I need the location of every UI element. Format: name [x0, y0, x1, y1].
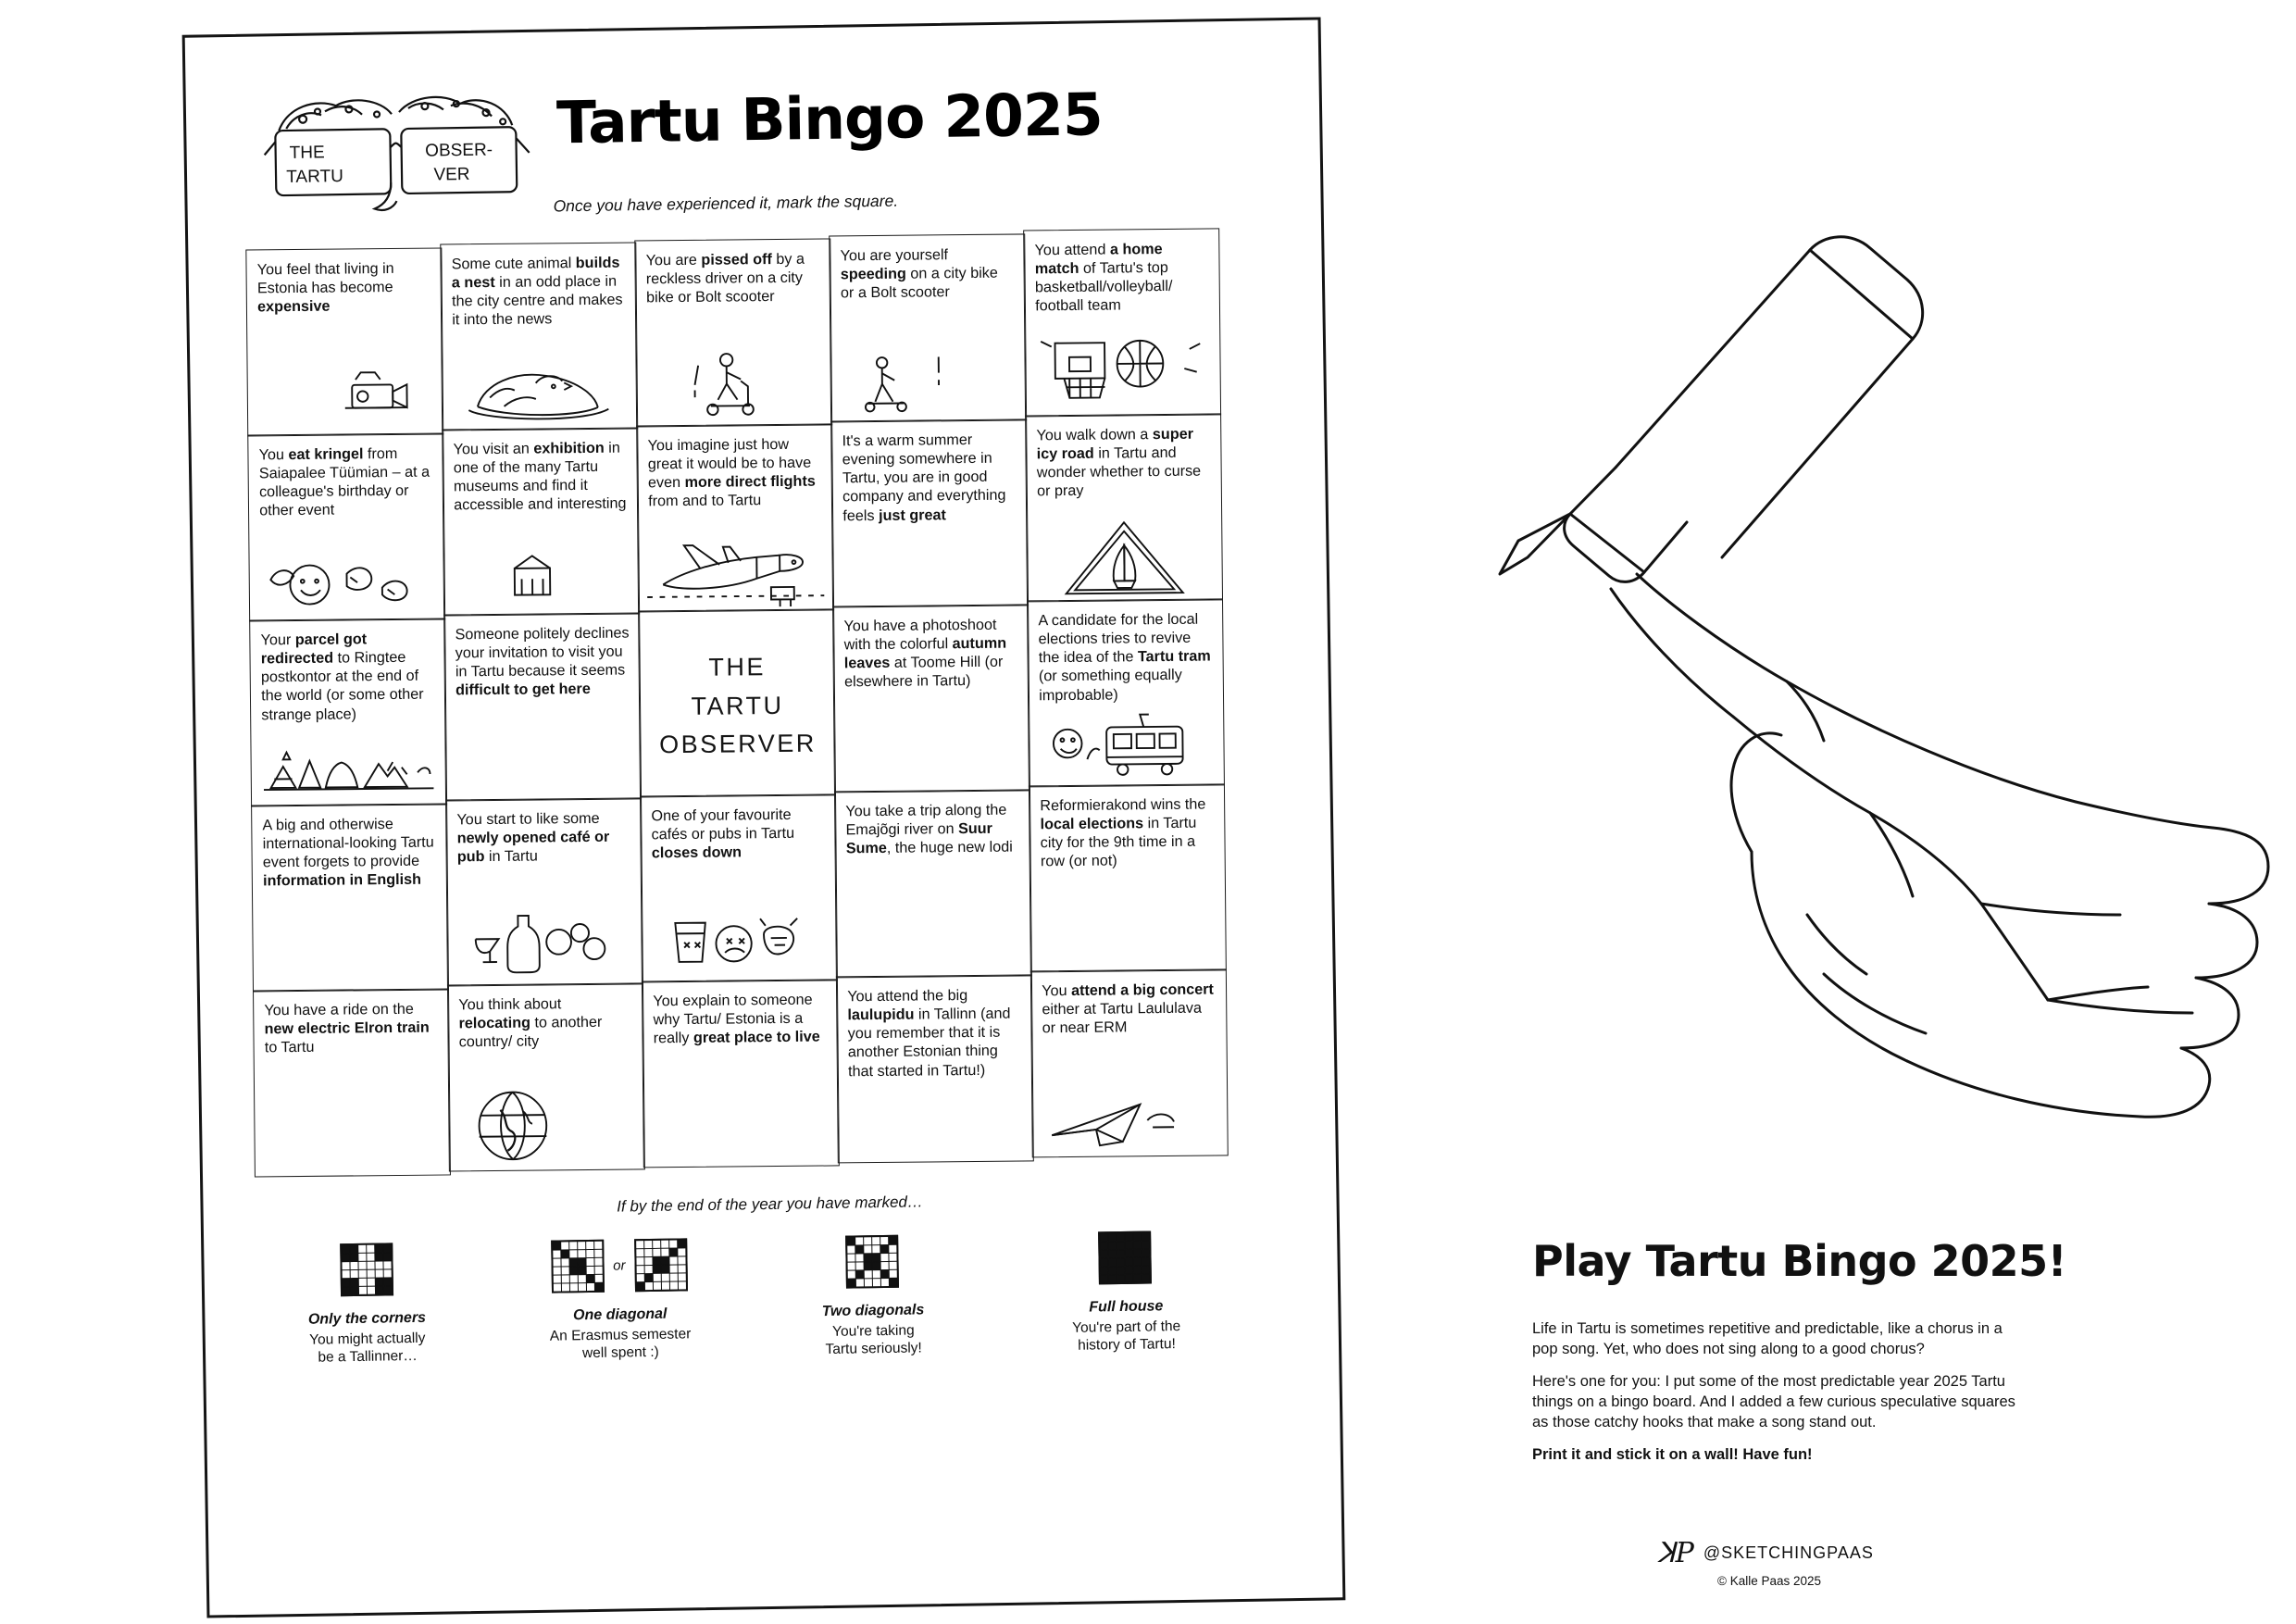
bingo-cell[interactable] — [249, 618, 447, 807]
award-title: Two diagonals — [821, 1302, 925, 1320]
bingo-cell[interactable] — [440, 243, 638, 431]
award-item — [766, 1229, 980, 1359]
bingo-poster — [171, 9, 1366, 1620]
bingo-cell[interactable] — [830, 419, 1029, 608]
bingo-cell[interactable] — [640, 794, 838, 983]
bingo-cell[interactable] — [634, 239, 832, 428]
bingo-cell-text: You imagine just how great it would be to have even more direct flights from and to Tartu — [647, 436, 816, 510]
mini-bingo-pattern — [845, 1234, 899, 1288]
bingo-cell[interactable] — [253, 989, 451, 1178]
scooter-rider-icon — [637, 343, 831, 424]
bingo-cell[interactable] — [1027, 599, 1225, 788]
praying-hands-sign-icon — [1027, 518, 1221, 599]
bingo-cell[interactable] — [246, 248, 444, 437]
sad-cup-icon — [642, 898, 836, 980]
bingo-cell-text: You have a photoshoot with the colorful autumn leaves at Toome Hill (or elsewhere in Tartu) — [843, 616, 1007, 691]
artist-signature — [1657, 1537, 1874, 1569]
poster-subtitle: Once you have experienced it, mark the square. — [553, 191, 899, 216]
bingo-cell-text: You are yourself speeding on a city bike or a Bolt scooter — [840, 246, 998, 302]
bingo-cell-text: One of your favourite cafés or pubs in Tartu closes down — [651, 806, 795, 862]
bingo-cell[interactable] — [247, 433, 445, 622]
mini-bingo-pattern — [551, 1239, 605, 1293]
bingo-grid — [246, 235, 1228, 1170]
promo-paragraph: Life in Tartu is sometimes repetitive and predictable, like a chorus in a pop song. Yet, who does not sing along to a good chorus? — [1532, 1320, 2003, 1357]
award-item — [1018, 1225, 1233, 1355]
award-subtitle: You're taking Tartu seriously! — [825, 1322, 922, 1358]
award-pattern-group — [259, 1237, 473, 1302]
award-or-label: or — [613, 1256, 626, 1274]
bingo-cell[interactable] — [442, 428, 640, 617]
award-pattern-group — [1018, 1225, 1232, 1290]
bingo-cell-text: You attend the big laulupidu in Tallinn (and you remember that it is another Estonian thing that started in Tartu!) — [847, 987, 1011, 1080]
bingo-cell[interactable] — [642, 980, 840, 1168]
bingo-cell[interactable] — [636, 424, 834, 613]
bingo-cell[interactable] — [443, 613, 642, 802]
signature-handle: @SKETCHINGPAAS — [1703, 1543, 1874, 1562]
mini-bingo-pattern — [634, 1238, 688, 1292]
bingo-cell-text: You have a ride on the new electric Elron train to Tartu — [264, 1001, 430, 1056]
bingo-cell[interactable] — [638, 609, 836, 798]
hand-with-marker-illustration — [1389, 139, 2277, 1231]
promo-title: Play Tartu Bingo 2025! — [1532, 1236, 2067, 1286]
bingo-cell[interactable] — [251, 804, 449, 993]
cyclist-icon — [830, 338, 1025, 419]
mini-bingo-pattern — [1099, 1230, 1153, 1284]
award-list — [259, 1225, 1233, 1368]
poster-sheet — [182, 17, 1346, 1618]
footer-note: If by the end of the year you have marked… — [617, 1193, 924, 1216]
bingo-cell[interactable] — [829, 234, 1027, 423]
signature-monogram-icon: ꓘP — [1657, 1537, 1694, 1569]
bingo-cell-text: A candidate for the local elections tries to revive the idea of the Tartu tram (or something equally improbable) — [1038, 610, 1211, 704]
kringel-faces-icon — [250, 537, 444, 618]
copyright-text: © Kalle Paas 2025 — [1717, 1574, 1822, 1588]
logo-line-3: OBSER- — [425, 140, 493, 161]
award-subtitle: An Erasmus semester well spent :) — [549, 1326, 692, 1362]
paper-plane-crowd-icon — [1032, 1073, 1227, 1155]
promo-body — [1532, 1319, 2023, 1478]
award-pattern-group — [512, 1233, 726, 1298]
bingo-cell-text: Someone politely declines your invitation to visit you in Tartu because it seems difficult to get here — [455, 624, 630, 699]
promo-paragraph: Here's one for you: I put some of the most predictable year 2025 Tartu things on a bingo board. And I added a few curious speculative squares as those catchy hooks that make a song stand out. — [1532, 1372, 2015, 1430]
bingo-cell-text: You attend a home match of Tartu's top basketball/volleyball/ football team — [1034, 241, 1173, 315]
tram-icon — [1029, 703, 1223, 784]
bingo-cell-text: You attend a big concert either at Tartu Laululava or near ERM — [1042, 981, 1214, 1037]
nest-animal-icon — [443, 346, 637, 428]
bingo-cell[interactable] — [832, 605, 1030, 793]
logo-line-4: VER — [433, 164, 470, 185]
center-logo-text: THE TARTU OBSERVER — [659, 652, 817, 759]
airplane-icon — [638, 528, 832, 609]
video-camera-icon — [248, 352, 443, 433]
award-title: Only the corners — [307, 1309, 427, 1328]
bingo-cell-text: You are pissed off by a reckless driver on a city bike or Bolt scooter — [645, 250, 805, 306]
basketball-hoop-icon — [1025, 332, 1219, 414]
bingo-cell-text: Reformierakond wins the local elections in Tartu city for the 9th time in a row (or not) — [1040, 795, 1206, 870]
bingo-cell-text: It's a warm summer evening somewhere in Tartu, you are in good company and everything feels just great — [842, 431, 1006, 524]
award-item — [512, 1233, 727, 1364]
award-pattern-group — [766, 1229, 980, 1293]
page-title: Tartu Bingo 2025 — [555, 81, 1104, 157]
bingo-cell[interactable] — [445, 798, 643, 987]
bingo-cell-text: You explain to someone why Tartu/ Estonia is a really great place to live — [653, 991, 820, 1047]
museum-icon — [443, 531, 638, 613]
award-title: Full house — [1089, 1298, 1164, 1316]
bingo-cell[interactable] — [836, 975, 1034, 1164]
bingo-cell-text: You feel that living in Estonia has become expensive — [256, 260, 394, 316]
globe-icon — [449, 1087, 643, 1168]
bingo-cell-text: Some cute animal builds a nest in an odd place in the city centre and makes it into the news — [451, 254, 623, 329]
logo-line-2: TARTU — [286, 167, 344, 188]
promo-paragraph: Print it and stick it on a wall! Have fun! — [1532, 1445, 1813, 1463]
bingo-cell-text: You eat kringel from Saiapalee Tüümian – at a colleague's birthday or other event — [258, 445, 430, 519]
bingo-cell-text: You take a trip along the Emajõgi river on Suur Sume, the huge new lodi — [845, 801, 1013, 857]
award-item — [259, 1237, 474, 1368]
bingo-cell-text: A big and otherwise international-looking Tartu event forgets to provide information in English — [262, 816, 434, 890]
logo-line-1: THE — [289, 143, 325, 163]
bingo-cell-text: You start to like some newly opened café or pub in Tartu — [456, 810, 610, 866]
bingo-cell-text: You think about relocating to another country/ city — [458, 995, 603, 1051]
tartu-observer-logo — [260, 88, 540, 218]
mini-bingo-pattern — [340, 1243, 393, 1296]
bingo-cell-text: You visit an exhibition in one of the many Tartu museums and find it accessible and interesting — [453, 439, 627, 514]
wilderness-icon — [251, 722, 445, 804]
bingo-cell[interactable] — [1029, 784, 1227, 973]
bingo-cell[interactable] — [1030, 969, 1229, 1158]
bingo-cell[interactable] — [1025, 414, 1223, 603]
bingo-cell[interactable] — [1023, 229, 1221, 418]
bingo-cell[interactable] — [447, 983, 645, 1172]
bottle-glass-icon — [447, 902, 642, 983]
award-subtitle: You're part of the history of Tartu! — [1072, 1318, 1181, 1355]
award-title: One diagonal — [572, 1305, 668, 1324]
bingo-cell-text: You walk down a super icy road in Tartu and wonder whether to curse or pray — [1036, 425, 1202, 500]
bingo-cell-text: Your parcel got redirected to Ringtee postkontor at the end of the world (or some other strange place) — [260, 631, 424, 723]
award-subtitle: You might actually be a Tallinner… — [309, 1330, 426, 1367]
bingo-cell[interactable] — [834, 790, 1032, 979]
